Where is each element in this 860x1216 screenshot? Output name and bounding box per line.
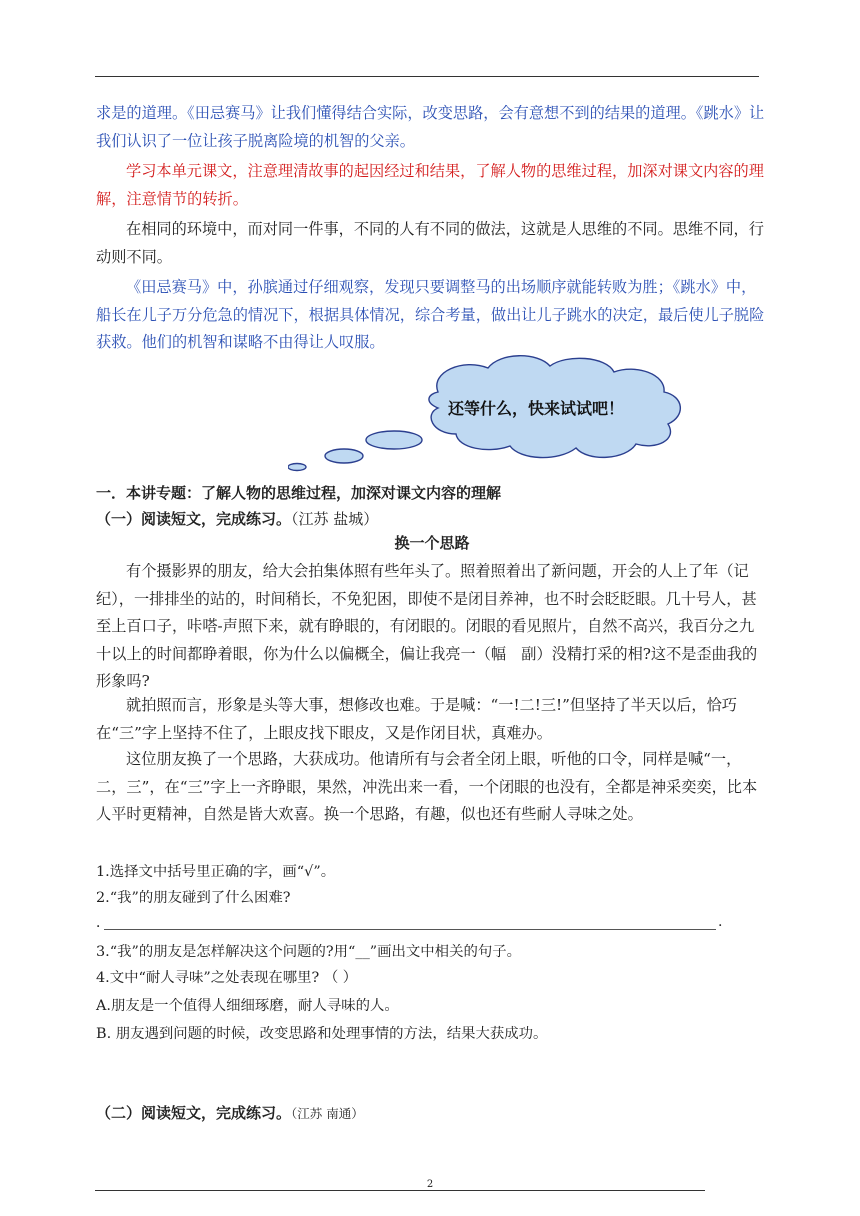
article-title: 换一个思路 [394,534,470,552]
question-4: 4.文中“耐人寻味”之处表现在哪里? （ ） [96,970,358,986]
subsection-2-title: （二）阅读短文，完成练习。 [96,1104,292,1122]
subsection-1-title: （一）阅读短文，完成练习。 [96,510,292,528]
subsection-2-source: （江苏 南通） [291,1106,364,1121]
question-2: 2.“我”的朋友碰到了什么困难? [96,890,291,906]
intro-paragraph-1: 求是的道理。《田忌赛马》让我们懂得结合实际，改变思路，会有意想不到的结果的道理。《跳水》让我们认识了一位让孩子脱离险境的机智的父亲。 [96,104,765,150]
article-paragraph-2: 就拍照而言，形象是头等大事，想修改也难。于是喊：“一!二!三!”但坚持了半天以后，恰巧在“三”字上坚持不住了，上眼皮找下眼皮，又是作闭目状，真难办。 [96,696,737,742]
article-paragraph-1: 有个摄影界的朋友，给大会拍集体照有些年头了。照着照着出了新问题，开会的人上了年（记 纪），一排排坐的站的，时间稍长，不免犯困，即使不是闭目养神，也不时会眨眨眼。几十号人，甚至上百口子，咔嗒-声照下来，就有睁眼的，有闭眼的。闭眼的看见照片，自然不高兴，我百分之九十以上的时间都睁着眼，你为什么以偏概全，偏让我亮一（幅 副）没精打采的相?这不是歪曲我的形象吗? [96,562,764,690]
answer-blank-end: . [718,914,723,930]
intro-paragraph-4: 《田忌赛马》中，孙膑通过仔细观察，发现只要调整马的出场顺序就能转败为胜；《跳水》中，船长在儿子万分危急的情况下，根据具体情况，综合考量，做出让儿子跳水的决定，最后使儿子脱险获救。他们的机智和谋略不由得让人叹服。 [96,278,765,351]
header-rule [95,76,759,77]
subsection-1-heading [96,508,378,529]
answer-blank-start: ． [96,915,110,931]
option-a: A.朋友是一个值得人细细琢磨，耐人寻味的人。 [96,998,399,1014]
subsection-2-heading [96,1102,364,1123]
intro-paragraph-3: 在相同的环境中，而对同一件事，不同的人有不同的做法，这就是人思维的不同。思维不同，行动则不同。 [96,220,764,266]
section-heading: 一．本讲专题：了解人物的思维过程，加深对课文内容的理解 [96,484,502,502]
question-1: 1.选择文中括号里正确的字，画“√”。 [96,864,336,880]
page-number: 2 [426,1179,434,1190]
answer-underline [104,929,716,930]
subsection-1-source: （江苏 盐城） [291,510,379,528]
article-paragraph-3: 这位朋友换了一个思路，大获成功。他请所有与会者全闭上眼，听他的口令，同样是喊“一，二，三”，在“三”字上一齐睁眼，果然，冲洗出来一看，一个闭眼的也没有，全都是神采奕奕，比本人平时更精神，自然是皆大欢喜。换一个思路，有趣，似也还有些耐人寻味之处。 [96,750,758,823]
question-3: 3.“我”的朋友是怎样解决这个问题的?用“__”画出文中相关的句子。 [96,944,522,960]
intro-paragraph-2: 学习本单元课文，注意理清故事的起因经过和结果，了解人物的思维过程，加深对课文内容的理解，注意情节的转折。 [96,162,764,208]
footer-rule [95,1190,705,1191]
option-b: B. 朋友遇到问题的时候，改变思路和处理事情的方法，结果大获成功。 [96,1026,548,1042]
cloud-caption: 还等什么，快来试试吧！ [447,399,624,418]
answer-blank-2[interactable] [96,912,726,932]
